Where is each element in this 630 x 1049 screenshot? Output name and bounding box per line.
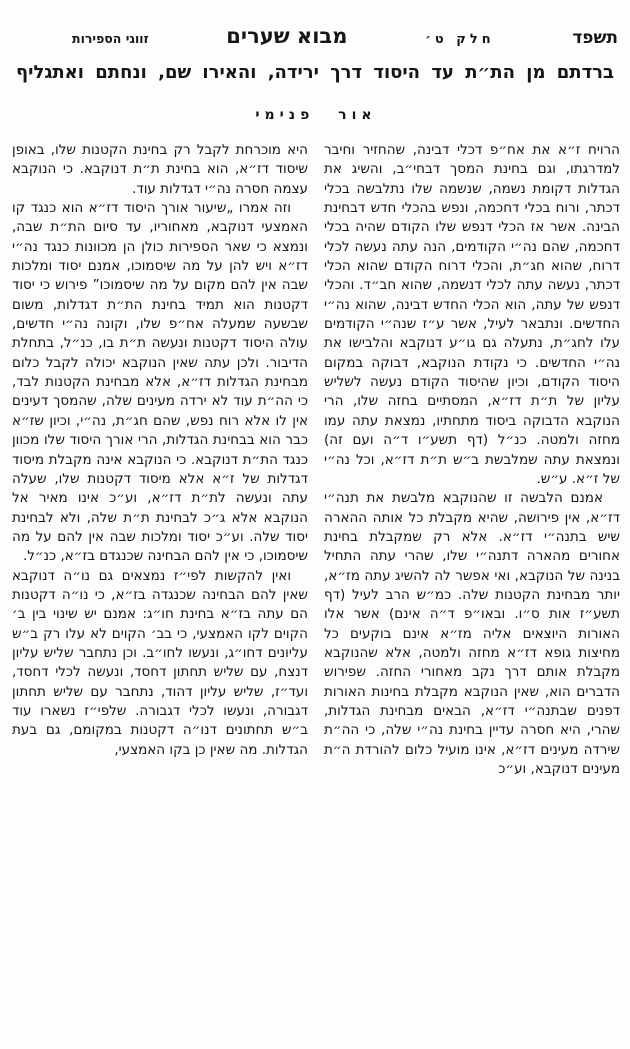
paragraph: הרויח ז״א את אח״פ דכלי דבינה, שהחזיר וחיבר למדרגתו, וגם בחינת המסך דבחי״ב, והשיג את הגדלות דקומת נשמה, שנשמה שלו נתלבשה בכלי דכתר, ורוח בכלי דחכמה, ונפש בהכלי חדש דבחינת הבינה. אשר אז הכלי דנפש שלו הקודם שהיה בכלי דחכמה, שהם נה״י הקודמים, הנה עתה נעשה לכלי דרוח, שהוא חג״ת, והכלי דרוח הקודם שהוא הכלי דכתר, נעשה עתה לכלי דנשמה, שהוא חב״ד. והכלי דנפש של עתה, הוא הכלי החדש דבינה, שהוא נה״י החדשים. ונתבאר לעיל, אשר ע״ז שנה״י הקודמים עלו לחג״ת, נתעלה גם גו״ע דנוקבא והלבישו את נה״י החדשים. כי נקודת הנוקבא, דבוקה במקום היסוד הקודם, וכיון שהיסוד הקודם נעשה לשליש עליון של ת״ת דז״א, המסתיים בחזה שלו, הרי הנוקבא הדבוקה ביסוד מתחתיו, נמצאת עתה עמו מחזה ולמטה. כנ״ל (דף תשע״ו ד״ה ועם זה) ונמצאת עתה שמלבשת ב״ש ת״ת דז״א, וכל נה״י של ז״א. ע״ש. [324, 142, 620, 487]
right-column [324, 141, 620, 975]
paragraph: ואין להקשות לפי״ז נמצאים גם נו״ה דנוקבא שאין להם הבחינה שכנגדה בז״א, כי נו״ה דקטנות הם עתה בז״א בחינת חו״ג: אמנם יש שינוי בין ב׳ הקוים לקו האמצעי, כי בב׳ הקוים לא עלו רק ב״ש עליונים דחו״ג, ונעשו לחו״ב. וכן נתחבר שליש עליון דנצח, עם שליש תחתון דחסד, ונעשה לכלי דחסד, ועד״ז, שליש עליון דהוד, נתחבר עם שליש תחתון דגבורה, ונעשו לכלי דגבורה. שלפי״ז נשארו עוד ב״ש תחתונים דנו״ה דקטנות במקומם, גם בעת הגדלות. מה שאין כן בקו האמצעי, [12, 567, 308, 758]
paragraph: היא מוכרחת לקבל רק בחינת הקטנות שלו, באופן שיסוד דז״א, הוא בחינת ת״ת דנוקבא. כי הנוקבא עצמה חסרה נה״י דגדלות עוד. [12, 142, 308, 197]
part-label: חלק ט׳ [425, 32, 495, 47]
commentary-title: אור פנימי [255, 107, 377, 123]
paragraph: וזה אמרו „שיעור אורך היסוד דז״א הוא כנגד קו האמצעי דנוקבא, מאחוריו, עד סיום הת״ת שבה, ונמצא כי שאר הספירות כולן הן מכוונות כנגד נה״י דז״א ויש להן על מה שיסמוכו, אמנם יסוד ומלכות שבה אין להם מקום על מה שיסמוכו” פירוש כי יסוד דקטנות הוא תמיד בחינת הת״ת דגדלות, משום שבשעה שמעלה אח״פ שלו, וקונה נה״י חדשים, עולה היסוד דקטנות ונעשה ת״ת בו, כנ״ל, בתחלת הדיבור. ולכן עתה שאין הנוקבא יכולה לקבל כלום מבחינת הגדלות דז״א, אלא מבחינת הקטנות לבד, כי הה״ת עוד לא ירדה מעינים שלה, שהמסך דעינים אין לו אלא רוח נפש, שהם חג״ת, נה״י, וכיון שז״א כבר הוא בבחינת הגדלות, הרי אורך היסוד שלו מכוון כנגד הת״ת דנוקבא. כי הנוקבא אינה מקבלת מיסוד דגדלות של ז״א אלא מיסוד דקטנות שלו, שעלה עתה ונעשה לת״ת דז״א, וע״כ אינו מאיר אל הנוקבא אלא ג״כ לבחינת ת״ת שלה, ולא לבחינת יסוד שלה. וע״כ יסוד ומלכות שבה אין להם על מה שיסמוכו, כי אין להם הבחינה שכנגדם בז״א, כנ״ל. [12, 200, 308, 565]
left-column [12, 141, 308, 975]
text-columns [12, 141, 620, 975]
paragraph: אמנם הלבשה זו שהנוקבא מלבשת את תנה״י דז״א, אין פירושה, שהיא מקבלת כל אותה ההארה שיש בתנה״י דז״א. אלא רק שמקבלת בחינת אחורים מהארה דתנה״י שלו, שהרי עתה התחיל בנינה של הנוקבא, ואי אפשר לה להשיג עתה מז״א, יותר מבחינת הקטנות שלה. כמ״ש הרב לעיל (דף תשע״ז אות ס״ו. ובאו״פ ד״ה אינם) אשר אלו האורות היוצאים אליה מז״א אינם בוקעים כל מחיצות גופא דז״א מחזה ולמטה, אלא שהנוקבא מקבלת אותם דרך נקב מאחורי החזה. שפירוש הדברים הוא, שאין הנוקבא מקבלת בחינות האורות דפנים שבתנה״י דז״א, הבאים מבחינת הגדלות, שהרי, היא חסרה עדיין בחינת נה״י שלה, כי הה״ת שירדה מעינים דז״א, אינו מועיל כלום להורדת ה״ת מעינים דנוקבא, וע״כ [324, 490, 620, 777]
section-label: זווגי הספירות [72, 31, 149, 46]
source-text-line: ברדתם מן הת״ת עד היסוד דרך ירידה, והאירו שם, ונחתם ואתגליף [16, 62, 614, 83]
book-title: מבוא שערים [226, 24, 348, 48]
page-number: תשפד [572, 28, 618, 48]
page-header [12, 24, 620, 48]
